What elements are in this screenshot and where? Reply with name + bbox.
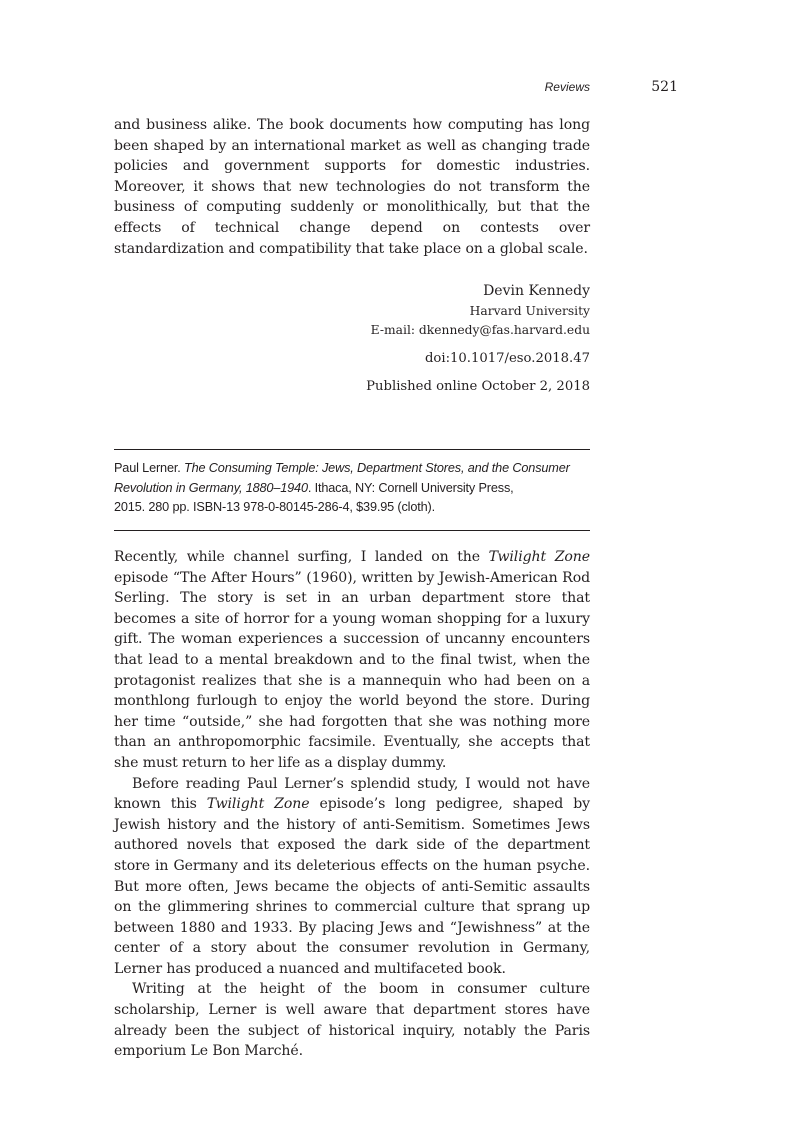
review-paragraph-3: Writing at the height of the boom in consumer culture scholarship, Lerner is well aware that department stores have already been the subject of historical inquiry, notably the Paris emporium Le Bon Marché. <box>114 981 590 1060</box>
review-paragraph-1-show-title: Twilight Zone <box>488 549 590 565</box>
book-title-part-1: The Consuming Temple: Jews, Department Stores, and the Consumer <box>184 461 570 475</box>
previous-review-text <box>114 115 590 259</box>
book-title-part-2: Revolution in Germany, 1880–1940 <box>114 480 308 495</box>
book-info-top-rule <box>114 449 590 450</box>
reviewer-affiliation: Harvard University <box>469 304 590 318</box>
reviewer-name: Devin Kennedy <box>483 283 590 299</box>
reviewer-email: E-mail: dkennedy@fas.harvard.edu <box>370 323 590 337</box>
review-paragraph-1 <box>114 547 590 774</box>
book-citation-line-1 <box>114 459 590 479</box>
review-paragraph-2-text-b: episode’s long pedigree, shaped by Jewish history and the history of anti-Semitism. Sometimes Jews authored novels that exposed the dark side of the department store in Germany and its deleterious effects on the human psyche. But more often, Jews became the objects of anti-Semitic assaults on the glimmering shrines to commercial culture that sprang up between 1880 and 1933. By placing Jews and “Jewishness” at the center of a story about the consumer revolution in Germany, Lerner has produced a nuanced and multifaceted book. <box>114 796 590 977</box>
review-doi: doi:10.1017/eso.2018.47 <box>424 351 590 366</box>
book-citation <box>114 459 590 518</box>
review-paragraph-1-text-b: episode “The After Hours” (1960), written by Jewish-American Rod Serling. The story is set in an urban department store that becomes a site of horror for a young woman shopping for a luxury gift. The woman experiences a succession of uncanny encounters that lead to a mental breakdown and to the final twist, when the protagonist realizes that she is a mannequin who had been on a monthlong furlough to enjoy the world beyond the store. During her time “outside,” she had forgotten that she was nothing more than an anthropomorphic facsimile. Eventually, she accepts that she must return to her life as a display dummy. <box>114 569 590 771</box>
review-paragraph-1-text-a: Recently, while channel surfing, I landed on the <box>114 549 489 565</box>
book-author: Paul Lerner. <box>114 461 181 475</box>
previous-review-closing-paragraph: and business alike. The book documents how computing has long been shaped by an international market as well as changing trade policies and government supports for domestic industries. Moreover, it shows that new technologies do not transform the business of computing suddenly or monolithically, but that the effects of technical change depend on contests over standardization and compatibility that take place on a global scale. <box>114 117 590 257</box>
running-head <box>114 79 678 97</box>
review-paragraph-2-show-title: Twilight Zone <box>206 796 310 813</box>
book-citation-line-2 <box>114 479 590 499</box>
publication-date: Published online October 2, 2018 <box>366 379 590 394</box>
book-publisher: . Ithaca, NY: Cornell University Press, <box>307 480 514 495</box>
review-paragraph-2-text-a: Before reading Paul Lerner’s splendid study, I would not have known this <box>114 775 590 813</box>
review-paragraph-2 <box>114 774 590 980</box>
page-number: 521 <box>651 79 678 95</box>
review-body <box>114 547 590 1062</box>
book-details: 2015. 280 pp. ISBN-13 978-0-80145-286-4, $39.95 (cloth). <box>114 500 435 514</box>
book-info-bottom-rule <box>114 530 590 531</box>
running-head-title: Reviews <box>544 80 590 94</box>
